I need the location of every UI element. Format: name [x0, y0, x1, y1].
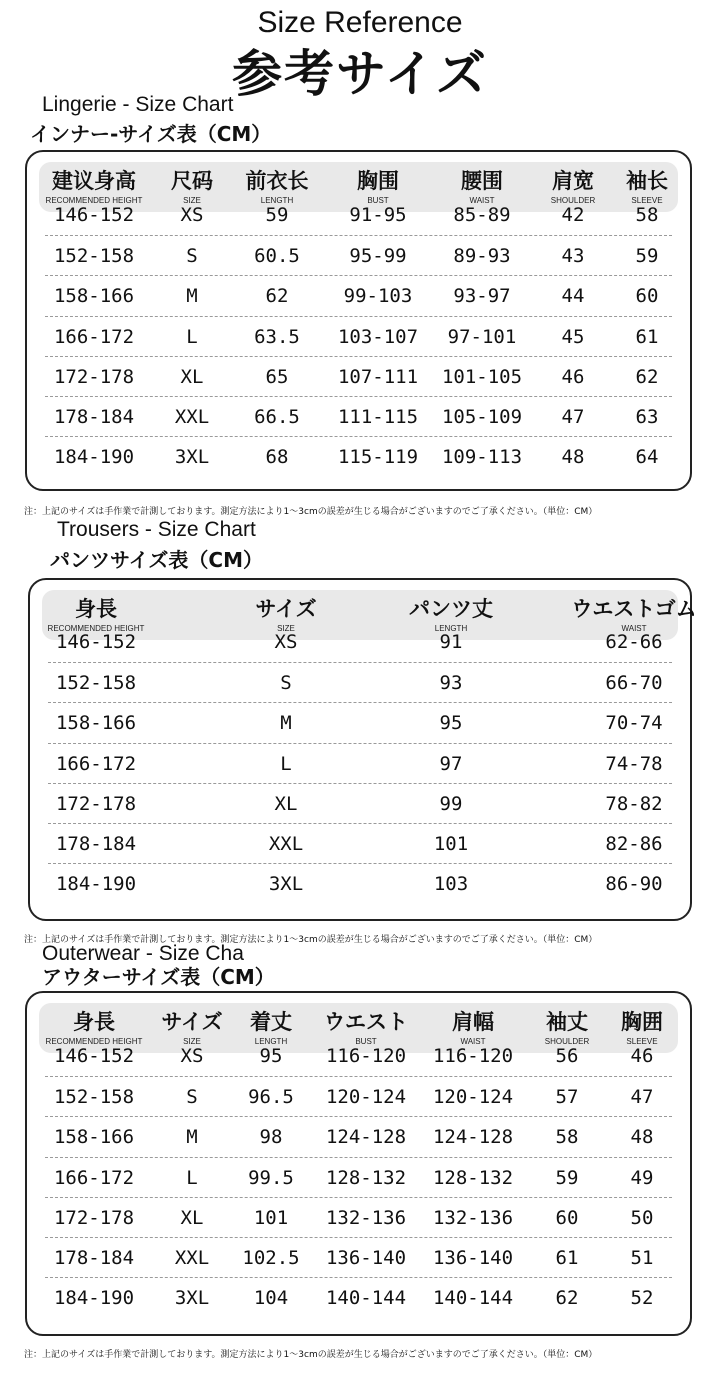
- header-sublabel: LENGTH: [260, 196, 294, 205]
- header-label: 腰围: [461, 169, 503, 193]
- table-cell: 62: [635, 365, 659, 388]
- header-sublabel: LENGTH: [434, 624, 468, 633]
- table-cell: 116-120: [325, 1045, 407, 1067]
- table-cell: 49: [630, 1166, 654, 1189]
- table-cell: 70-74: [605, 712, 663, 735]
- table-cell: 63: [635, 406, 659, 428]
- table-row: [48, 622, 672, 662]
- table-row: [45, 235, 672, 275]
- table-cell: 101-105: [441, 365, 523, 388]
- table-cell: 120-124: [325, 1086, 407, 1109]
- table-cell: S: [186, 245, 198, 268]
- table-cell: 184-190: [53, 1287, 135, 1310]
- table-cell: 47: [561, 406, 585, 428]
- table-cell: 103: [433, 873, 469, 896]
- header-sublabel: WAIST: [621, 624, 647, 633]
- table-row: [45, 396, 672, 436]
- table-cell: 44: [561, 285, 585, 308]
- table-cell: 95: [439, 712, 463, 735]
- header-sublabel: RECOMMENDED HEIGHT: [45, 1037, 143, 1046]
- table-cell: 178-184: [53, 1247, 135, 1269]
- section-title-jp: パンツサイズ表（CM）: [50, 548, 263, 572]
- header-sublabel: WAIST: [460, 1037, 486, 1046]
- table-cell: 68: [265, 446, 289, 469]
- table-cell: L: [280, 752, 292, 775]
- table-cell: 116-120: [432, 1045, 514, 1067]
- table-cell: 82-86: [605, 833, 663, 855]
- table-cell: 166-172: [55, 752, 137, 775]
- header-label: 胸围: [357, 169, 399, 193]
- table-cell: 99-103: [343, 285, 413, 308]
- section-title-en: Outerwear - Size Cha: [42, 942, 244, 965]
- table-row: [45, 195, 672, 235]
- header-sublabel: SLEEVE: [626, 1037, 658, 1046]
- table-cell: 178-184: [53, 406, 135, 428]
- header-sublabel: BUST: [367, 196, 389, 205]
- table-cell: 128-132: [432, 1166, 514, 1189]
- table-row: [48, 702, 672, 742]
- section-title-jp: インナー-サイズ表（CM）: [30, 122, 272, 146]
- header-sublabel: WAIST: [469, 196, 495, 205]
- table-cell: 96.5: [248, 1086, 294, 1109]
- table-cell: 132-136: [325, 1206, 407, 1229]
- table-cell: 95: [259, 1045, 283, 1067]
- table-row: [45, 1116, 672, 1156]
- table-cell: 47: [630, 1086, 654, 1109]
- table-row: [45, 316, 672, 356]
- table-cell: 3XL: [174, 446, 210, 469]
- table-cell: 115-119: [337, 446, 419, 469]
- table-cell: M: [186, 285, 198, 308]
- table-cell: 136-140: [325, 1247, 407, 1269]
- table-row: [45, 436, 672, 476]
- table-cell: 97-101: [447, 325, 517, 348]
- table-cell: 95-99: [349, 245, 407, 268]
- footnote: 注：上記のサイズは手作業で計測しております。測定方法により1～3cmの誤差が生じる場合がございますのでご了承ください。（単位：CM）: [24, 1350, 598, 1360]
- table-cell: 85-89: [453, 204, 511, 226]
- table-cell: 146-152: [53, 204, 135, 226]
- table-cell: 48: [630, 1126, 654, 1149]
- header-label: 建议身高: [51, 169, 136, 193]
- table-cell: 99.5: [248, 1166, 294, 1189]
- table-row: [45, 1277, 672, 1317]
- table-row: [45, 1157, 672, 1197]
- table-cell: XS: [180, 1045, 204, 1067]
- header-sublabel: SIZE: [183, 1037, 201, 1046]
- header-sublabel: SIZE: [277, 624, 295, 633]
- header-sublabel: RECOMMENDED HEIGHT: [47, 624, 145, 633]
- header-label: 尺码: [171, 169, 213, 193]
- table-row: [45, 1197, 672, 1237]
- table-cell: 50: [630, 1206, 654, 1229]
- header-label: 身長: [74, 597, 117, 621]
- table-cell: 98: [259, 1126, 283, 1149]
- table-cell: XL: [180, 1206, 204, 1229]
- table-cell: 48: [561, 446, 585, 469]
- table-cell: XS: [180, 204, 204, 226]
- size-table: [25, 991, 692, 1336]
- table-cell: 152-158: [53, 245, 135, 268]
- table-cell: 42: [561, 204, 585, 226]
- table-row: [45, 275, 672, 315]
- table-cell: XXL: [174, 1247, 210, 1269]
- table-cell: 111-115: [337, 406, 419, 428]
- header-sublabel: SIZE: [183, 196, 201, 205]
- table-cell: 46: [561, 365, 585, 388]
- table-cell: 120-124: [432, 1086, 514, 1109]
- table-cell: 58: [555, 1126, 579, 1149]
- table-cell: 61: [635, 325, 659, 348]
- table-cell: 152-158: [55, 672, 137, 695]
- table-cell: 172-178: [53, 1206, 135, 1229]
- table-cell: L: [186, 325, 198, 348]
- table-cell: 52: [630, 1287, 654, 1310]
- table-cell: S: [186, 1086, 198, 1109]
- table-cell: 86-90: [605, 873, 663, 896]
- table-cell: 78-82: [605, 792, 663, 815]
- table-row: [48, 743, 672, 783]
- section-title-jp: アウターサイズ表（CM）: [42, 965, 275, 989]
- table-cell: 124-128: [432, 1126, 514, 1149]
- table-cell: L: [186, 1166, 198, 1189]
- table-cell: XL: [274, 792, 298, 815]
- table-cell: 59: [635, 245, 659, 268]
- size-table: [25, 150, 692, 491]
- table-cell: 61: [555, 1247, 579, 1269]
- table-cell: 152-158: [53, 1086, 135, 1109]
- header-sublabel: SHOULDER: [544, 1037, 590, 1046]
- page-title-en: Size Reference: [257, 6, 463, 39]
- table-row: [48, 823, 672, 863]
- header-sublabel: RECOMMENDED HEIGHT: [45, 196, 143, 205]
- table-cell: 107-111: [337, 365, 419, 388]
- table-cell: 158-166: [55, 712, 137, 735]
- header-label: 肩宽: [551, 169, 594, 193]
- table-cell: 104: [253, 1287, 289, 1310]
- header-label: ウエスト: [324, 1010, 408, 1034]
- table-cell: 91-95: [349, 204, 407, 226]
- section-title-en: Lingerie - Size Chart: [42, 93, 234, 116]
- footnote: 注：上記のサイズは手作業で計測しております。測定方法により1～3cmの誤差が生じる場合がございますのでご了承ください。（単位：CM）: [24, 935, 598, 945]
- header-label: 袖长: [626, 169, 668, 193]
- table-cell: 178-184: [55, 833, 137, 855]
- table-cell: 124-128: [325, 1126, 407, 1149]
- table-row: [48, 863, 672, 903]
- table-cell: 166-172: [53, 325, 135, 348]
- section-title-en: Trousers - Size Chart: [57, 518, 256, 541]
- size-table: [28, 578, 697, 921]
- table-cell: 3XL: [268, 873, 304, 896]
- table-cell: 184-190: [53, 446, 135, 469]
- table-cell: 51: [630, 1247, 654, 1269]
- table-cell: 93-97: [453, 285, 511, 308]
- table-row: [45, 356, 672, 396]
- table-cell: 172-178: [55, 792, 137, 815]
- header-label: サイズ: [161, 1010, 223, 1034]
- table-cell: XL: [180, 365, 204, 388]
- header-label: 袖丈: [545, 1010, 588, 1034]
- table-cell: 91: [439, 631, 463, 653]
- table-cell: 146-152: [53, 1045, 135, 1067]
- table-row: [45, 1237, 672, 1277]
- table-cell: 102.5: [242, 1247, 300, 1269]
- footnote: 注：上記のサイズは手作業で計測しております。測定方法により1～3cmの誤差が生じる場合がございますのでご了承ください。（単位：CM）: [24, 507, 598, 517]
- header-label: パンツ丈: [409, 597, 493, 621]
- header-sublabel: BUST: [355, 1037, 377, 1046]
- table-cell: 101: [253, 1206, 289, 1229]
- table-cell: 132-136: [432, 1206, 514, 1229]
- table-cell: 99: [439, 792, 463, 815]
- table-cell: 43: [561, 245, 585, 268]
- table-cell: 105-109: [441, 406, 523, 428]
- table-cell: 140-144: [432, 1287, 514, 1310]
- table-row: [48, 662, 672, 702]
- table-cell: 66.5: [254, 406, 300, 428]
- table-cell: 101: [433, 833, 469, 855]
- table-cell: 65: [265, 365, 289, 388]
- table-cell: 60: [635, 285, 659, 308]
- table-row: [45, 1076, 672, 1116]
- table-cell: M: [280, 712, 292, 735]
- header-sublabel: LENGTH: [254, 1037, 288, 1046]
- table-cell: 62: [555, 1287, 579, 1310]
- table-cell: 62-66: [605, 631, 663, 653]
- table-cell: XXL: [268, 833, 304, 855]
- header-label: 胸囲: [621, 1010, 663, 1034]
- table-cell: 172-178: [53, 365, 135, 388]
- header-label: ウエストゴム: [571, 597, 697, 621]
- table-cell: 57: [555, 1086, 579, 1109]
- table-cell: M: [186, 1126, 198, 1149]
- table-cell: XS: [274, 631, 298, 653]
- table-cell: S: [280, 672, 292, 695]
- table-cell: 63.5: [254, 325, 300, 348]
- table-cell: 166-172: [53, 1166, 135, 1189]
- header-sublabel: SLEEVE: [631, 196, 663, 205]
- table-cell: 66-70: [605, 672, 663, 695]
- table-cell: 59: [555, 1166, 579, 1189]
- table-cell: 146-152: [55, 631, 137, 653]
- table-cell: 128-132: [325, 1166, 407, 1189]
- table-row: [48, 783, 672, 823]
- table-cell: 58: [635, 204, 659, 226]
- table-row: [45, 1036, 672, 1076]
- table-cell: 158-166: [53, 285, 135, 308]
- table-cell: 184-190: [55, 873, 137, 896]
- table-cell: 3XL: [174, 1287, 210, 1310]
- table-cell: XXL: [174, 406, 210, 428]
- table-cell: 62: [265, 285, 289, 308]
- table-cell: 136-140: [432, 1247, 514, 1269]
- header-label: 着丈: [250, 1010, 292, 1034]
- table-cell: 140-144: [325, 1287, 407, 1310]
- table-cell: 56: [555, 1045, 579, 1067]
- header-label: サイズ: [255, 597, 317, 621]
- header-label: 肩幅: [452, 1010, 494, 1034]
- table-cell: 158-166: [53, 1126, 135, 1149]
- header-label: 身長: [72, 1010, 115, 1034]
- table-cell: 60: [555, 1206, 579, 1229]
- table-cell: 93: [439, 672, 463, 695]
- table-cell: 46: [630, 1045, 654, 1067]
- table-cell: 45: [561, 325, 585, 348]
- table-cell: 97: [439, 752, 463, 775]
- page-title-jp: 参考サイズ: [232, 45, 488, 103]
- table-cell: 89-93: [453, 245, 511, 268]
- table-cell: 60.5: [254, 245, 300, 268]
- header-sublabel: SHOULDER: [550, 196, 596, 205]
- table-cell: 59: [265, 204, 289, 226]
- header-label: 前衣长: [245, 169, 309, 193]
- table-cell: 74-78: [605, 752, 663, 775]
- table-cell: 64: [635, 446, 659, 469]
- table-cell: 103-107: [337, 325, 419, 348]
- table-cell: 109-113: [441, 446, 523, 469]
